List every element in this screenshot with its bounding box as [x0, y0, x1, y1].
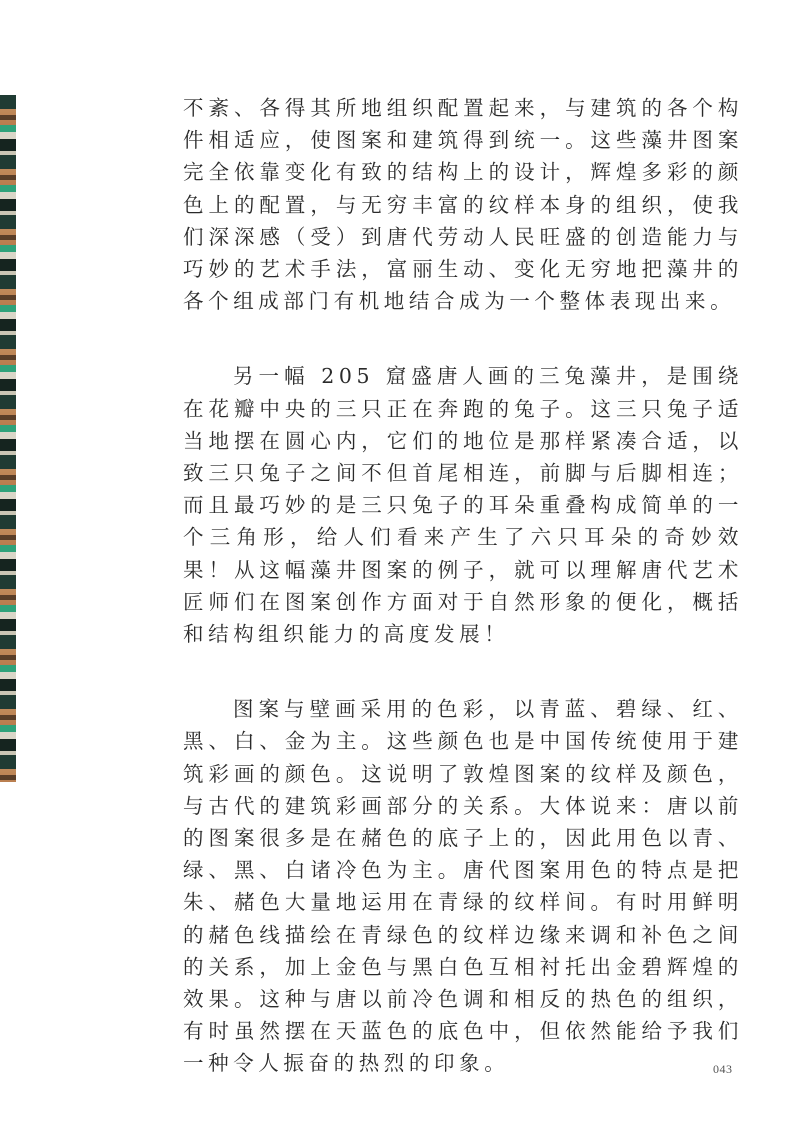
paragraph-1: 不紊、各得其所地组织配置起来，与建筑的各个构件相适应，使图案和建筑得到统一。这些藻井图案完全依靠变化有致的结构上的设计，辉煌多彩的颜色上的配置，与无穷丰富的纹样本身的组织，使我们深深感（受）到唐代劳动人民旺盛的创造能力与巧妙的艺术手法，富丽生动、变化无穷地把藻井的各个组成部门有机地结合成为一个整体表现出来。	[183, 96, 743, 314]
paragraph-3: 图案与壁画采用的色彩，以青蓝、碧绿、红、黑、白、金为主。这些颜色也是中国传统使用于建筑彩画的颜色。这说明了敦煌图案的纹样及颜色，与古代的建筑彩画部分的关系。大体说来：唐以前的图案很多是在赭色的底子上的，因此用色以青、绿、黑、白诸冷色为主。唐代图案用色的特点是把朱、赭色大量地运用在青绿的纹样间。有时用鲜明的赭色线描绘在青绿色的纹样边缘来调和补色之间的关系，加上金色与黑白色互相衬托出金碧辉煌的效果。这种与唐以前冷色调和相反的热色的组织，有时虽然摆在天蓝色的底色中，但依然能给予我们一种令人振奋的热烈的印象。	[183, 697, 743, 1076]
body-text	[183, 92, 743, 1080]
paragraph-2: 另一幅 205 窟盛唐人画的三兔藻井，是围绕在花瓣中央的三只正在奔跑的兔子。这三只兔子适当地摆在圆心内，它们的地位是那样紧凑合适，以致三只兔子之间不但首尾相连，前脚与后脚相连；而且最巧妙的是三只兔子的耳朵重叠构成简单的一个三角形，给人们看来产生了六只耳朵的奇妙效果！从这幅藻井图案的例子，就可以理解唐代艺术匠师们在图案创作方面对于自然形象的便化，概括和结构组织能力的高度发展！	[183, 364, 743, 647]
page-number: 043	[713, 1062, 733, 1076]
decorative-border-strip	[0, 95, 16, 782]
